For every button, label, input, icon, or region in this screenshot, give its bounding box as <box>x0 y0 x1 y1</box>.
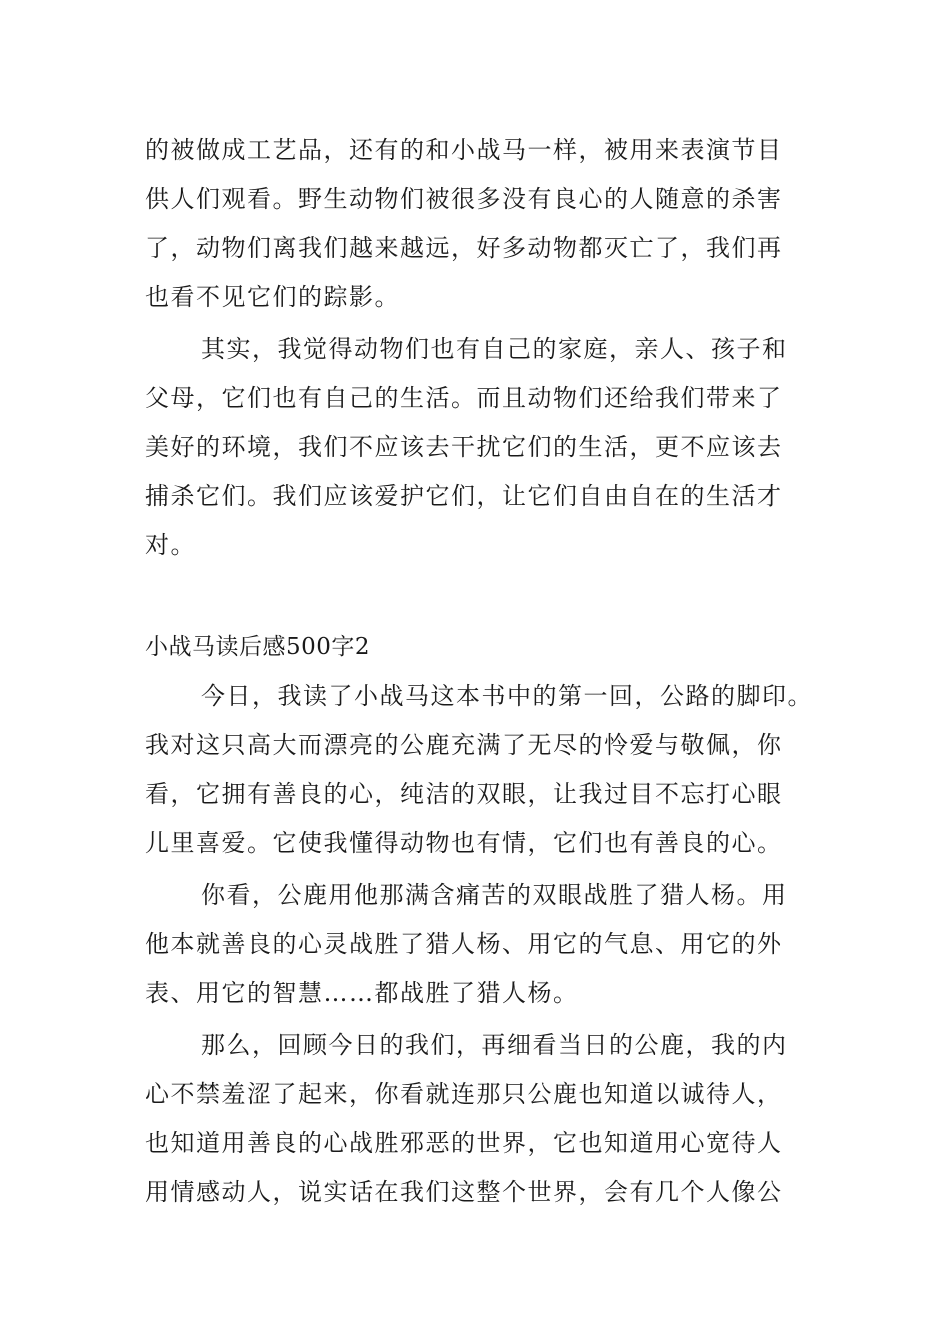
text-line: 那么，回顾今日的我们，再细看当日的公鹿，我的内 <box>201 1031 788 1059</box>
text-line: 儿里喜爱。它使我懂得动物也有情，它们也有善良的心。 <box>145 829 783 857</box>
text-line: 我对这只高大而漂亮的公鹿充满了无尽的怜爱与敬佩，你 <box>145 731 783 759</box>
text-line: 看，它拥有善良的心，纯洁的双眼，让我过目不忘打心眼 <box>145 780 783 808</box>
text-line: 美好的环境，我们不应该去干扰它们的生活，更不应该去 <box>145 433 783 461</box>
text-line: 了，动物们离我们越来越远，好多动物都灭亡了，我们再 <box>145 234 783 262</box>
text-line: 其实，我觉得动物们也有自己的家庭，亲人、孩子和 <box>201 335 788 363</box>
text-line: 也看不见它们的踪影。 <box>145 283 400 311</box>
text-line: 父母，它们也有自己的生活。而且动物们还给我们带来了 <box>145 384 783 412</box>
text-line: 也知道用善良的心战胜邪恶的世界，它也知道用心宽待人 <box>145 1129 783 1157</box>
text-line: 用情感动人，说实话在我们这整个世界，会有几个人像公 <box>145 1178 783 1206</box>
text-line: 供人们观看。野生动物们被很多没有良心的人随意的杀害 <box>145 185 783 213</box>
text-line: 今日，我读了小战马这本书中的第一回，公路的脚印。 <box>201 682 813 710</box>
text-line: 你看，公鹿用他那满含痛苦的双眼战胜了猎人杨。用 <box>201 881 788 909</box>
section-heading: 小战马读后感500字2 <box>145 634 371 660</box>
text-line: 的被做成工艺品，还有的和小战马一样，被用来表演节目 <box>145 136 783 164</box>
text-line: 表、用它的智慧……都战胜了猎人杨。 <box>145 979 579 1007</box>
text-line: 捕杀它们。我们应该爱护它们，让它们自由自在的生活才 <box>145 482 783 510</box>
text-line: 对。 <box>145 531 196 559</box>
text-line: 心不禁羞涩了起来，你看就连那只公鹿也知道以诚待人， <box>145 1080 783 1108</box>
text-line: 他本就善良的心灵战胜了猎人杨、用它的气息、用它的外 <box>145 930 783 958</box>
